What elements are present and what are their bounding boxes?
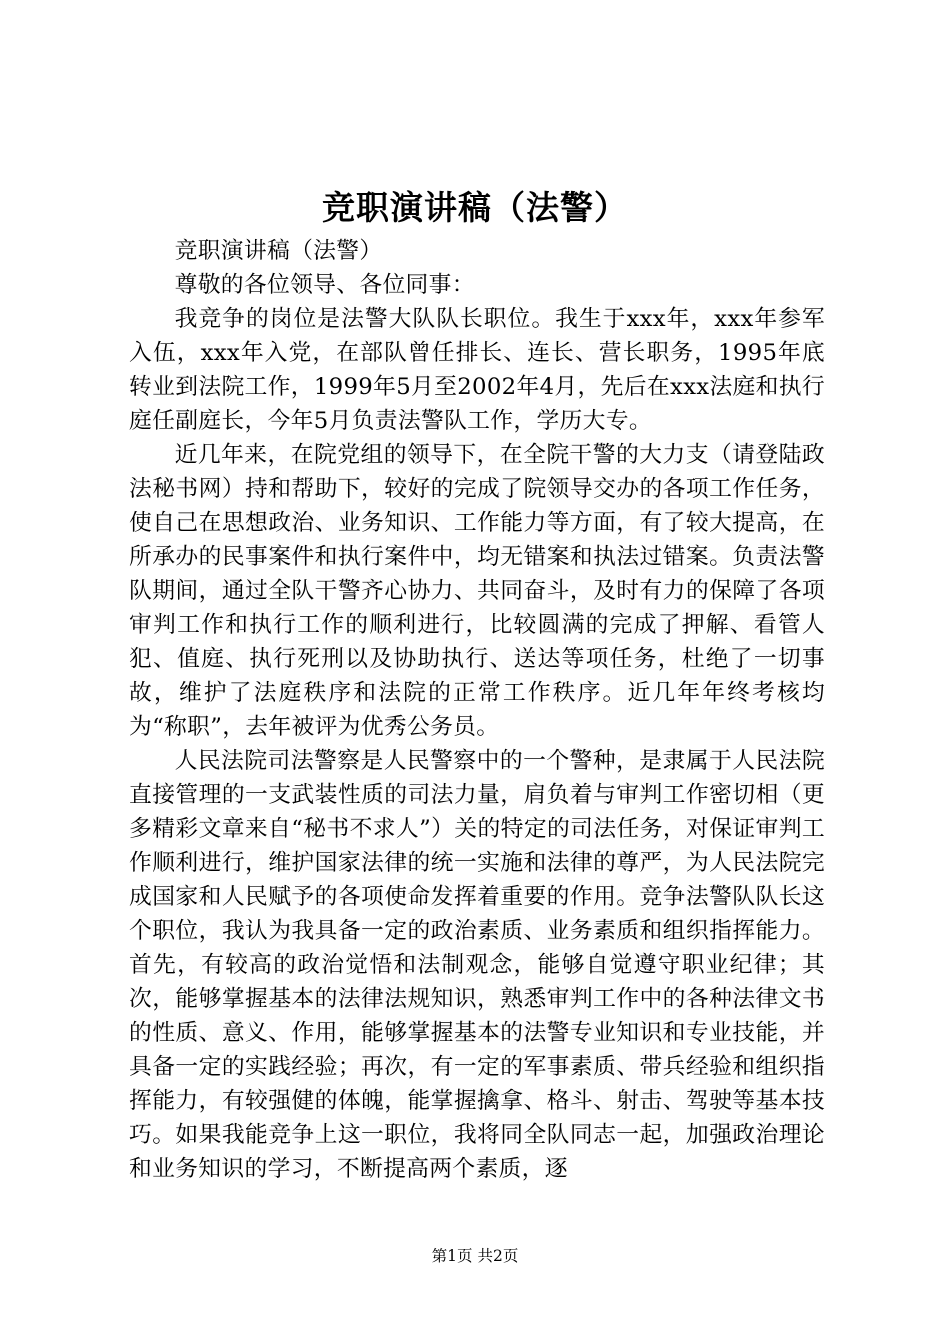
document-title: 竞职演讲稿（法警）	[322, 188, 628, 227]
paragraph-subtitle: 竞职演讲稿（法警）	[174, 238, 383, 264]
paragraph-background: 我竞争的岗位是法警大队队长职位。我生于xxx年，xxx年参军入伍，xxx年入党，在部队曾任排长、连长、营长职务，1995年底转业到法院工作，1999年5月至2002年4月，先后在xxx法庭和执行庭任副庭长，今年5月负责法警队工作，学历大专。	[129, 306, 825, 434]
page-footer: 第1页 共2页	[431, 1247, 519, 1265]
document-body	[129, 234, 825, 1186]
paragraph-achievements: 近几年来，在院党组的领导下，在全院干警的大力支（请登陆政法秘书网）持和帮助下，较好的完成了院领导交办的各项工作任务，使自己在思想政治、业务知识、工作能力等方面，有了较大提高，在所承办的民事案件和执行案件中，均无错案和执法过错案。负责法警队期间，通过全队干警齐心协力、共同奋斗，及时有力的保障了各项审判工作和执行工作的顺利进行，比较圆满的完成了押解、看管人犯、值庭、执行死刑以及协助执行、送达等项任务，杜绝了一切事故，维护了法庭秩序和法院的正常工作秩序。近几年年终考核均为“称职”，去年被评为优秀公务员。	[129, 442, 825, 740]
paragraph-qualifications: 人民法院司法警察是人民警察中的一个警种，是隶属于人民法院直接管理的一支武装性质的司法力量，肩负着与审判工作密切相（更多精彩文章来自“秘书不求人”）关的特定的司法任务，对保证审判工作顺利进行，维护国家法律的统一实施和法律的尊严，为人民法院完成国家和人民赋予的各项使命发挥着重要的作用。竞争法警队队长这个职位，我认为我具备一定的政治素质、业务素质和组织指挥能力。首先，有较高的政治觉悟和法制观念，能够自觉遵守职业纪律；其次，能够掌握基本的法律法规知识，熟悉审判工作中的各种法律文书的性质、意义、作用，能够掌握基本的法警专业知识和专业技能，并具备一定的实践经验；再次，有一定的军事素质、带兵经验和组织指挥能力，有较强健的体魄，能掌握擒拿、格斗、射击、驾驶等基本技巧。如果我能竞争上这一职位，我将同全队同志一起，加强政治理论和业务知识的学习，不断提高两个素质，逐	[129, 748, 825, 1182]
paragraph-salutation: 尊敬的各位领导、各位同事：	[174, 272, 475, 298]
